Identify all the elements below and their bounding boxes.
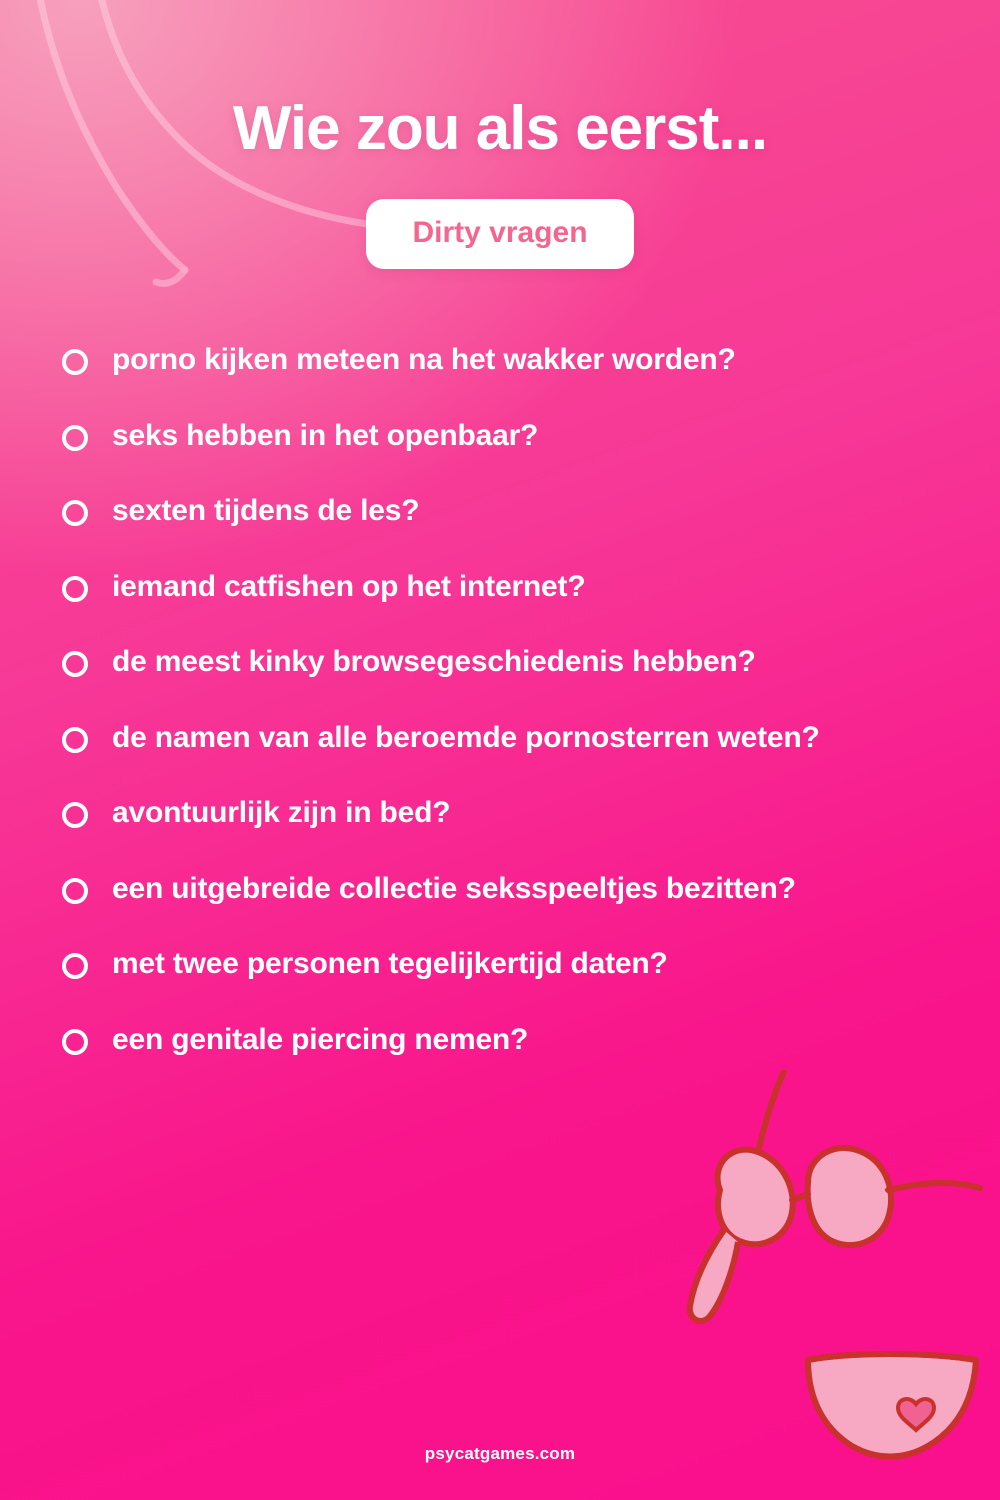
bra-icon — [690, 1072, 980, 1321]
page-title: Wie zou als eerst... — [232, 94, 768, 163]
question-text: een genitale piercing nemen? — [112, 1022, 529, 1056]
circle-outline-icon — [62, 425, 88, 451]
category-badge: Dirty vragen — [366, 199, 633, 269]
circle-outline-icon — [62, 349, 88, 375]
circle-outline-icon — [62, 878, 88, 904]
circle-outline-icon — [62, 953, 88, 979]
badge-row — [0, 199, 1000, 269]
question-text: seks hebben in het openbaar? — [112, 418, 539, 452]
list-item — [62, 945, 938, 983]
lingerie-decoration — [680, 1070, 1000, 1470]
list-item — [62, 719, 938, 757]
circle-outline-icon — [62, 1029, 88, 1055]
poster-header — [0, 0, 1000, 269]
question-text: een uitgebreide collectie seksspeeltjes bezitten? — [112, 871, 796, 905]
circle-outline-icon — [62, 651, 88, 677]
list-item — [62, 1021, 938, 1059]
circle-outline-icon — [62, 802, 88, 828]
question-text: de namen van alle beroemde pornosterren weten? — [112, 720, 820, 754]
list-item — [62, 492, 938, 530]
circle-outline-icon — [62, 576, 88, 602]
circle-outline-icon — [62, 727, 88, 753]
list-item — [62, 870, 938, 908]
question-text: iemand catfishen op het internet? — [112, 569, 586, 603]
question-list — [62, 341, 938, 1058]
list-item — [62, 643, 938, 681]
panties-icon — [808, 1354, 976, 1457]
list-item — [62, 341, 938, 379]
question-text: de meest kinky browsegeschiedenis hebben? — [112, 645, 756, 679]
footer-site: psycatgames.com — [424, 1444, 576, 1463]
question-text: avontuurlijk zijn in bed? — [112, 796, 451, 830]
list-item — [62, 794, 938, 832]
list-item — [62, 417, 938, 455]
circle-outline-icon — [62, 500, 88, 526]
list-item — [62, 568, 938, 606]
question-text: met twee personen tegelijkertijd daten? — [112, 947, 668, 981]
question-text: sexten tijdens de les? — [112, 494, 420, 528]
question-text: porno kijken meteen na het wakker worden? — [112, 343, 736, 377]
